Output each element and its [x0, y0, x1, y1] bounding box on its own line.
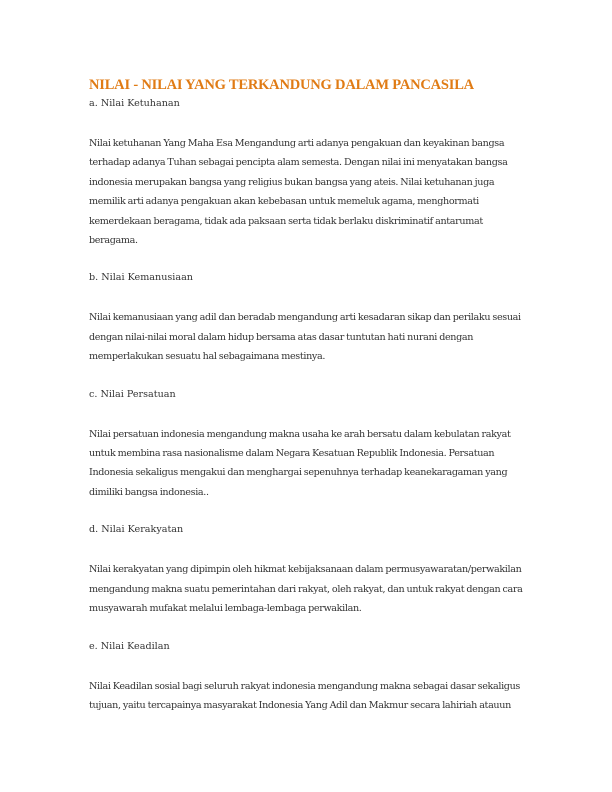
paragraph-keadilan: [89, 677, 529, 716]
paragraph-kemanusiaan: [89, 308, 529, 366]
paragraph-line: musyawarah mufakat melalui lembaga-lembaga perwakilan.: [89, 603, 362, 615]
spacer: [89, 405, 529, 425]
spacer: [89, 367, 529, 385]
paragraph-line: memilik arti adanya pengakuan akan kebebasan untuk memeluk agama, menghormati: [89, 196, 479, 208]
section-heading-kemanusiaan: b. Nilai Kemanusiaan: [89, 272, 193, 284]
paragraph-persatuan: [89, 425, 529, 503]
section-heading-kerakyatan: d. Nilai Kerakyatan: [89, 524, 184, 536]
paragraph-line: Nilai kemanusiaan yang adil dan beradab mengandung arti kesadaran sikap dan perilaku sesuai: [89, 312, 521, 324]
spacer: [89, 250, 529, 268]
paragraph-line: beragama.: [89, 235, 138, 247]
paragraph-kerakyatan: [89, 560, 529, 618]
paragraph-line: Nilai Keadilan sosial bagi seluruh rakyat indonesia mengandung makna sebagai dasar sekaligus: [89, 680, 520, 692]
spacer: [89, 288, 529, 308]
spacer: [89, 114, 529, 134]
paragraph-line: kemerdekaan beragama, tidak ada paksaan serta tidak berlaku diskriminatif antarumat: [89, 215, 483, 227]
paragraph-line: untuk membina rasa nasionalisme dalam Negara Kesatuan Republik Indonesia. Persatuan: [89, 448, 495, 460]
section-heading-ketuhanan: a. Nilai Ketuhanan: [89, 98, 180, 109]
paragraph-line: dengan nilai-nilai moral dalam hidup bersama atas dasar tuntutan hati nurani dengan: [89, 331, 474, 343]
paragraph-line: terhadap adanya Tuhan sebagai pencipta alam semesta. Dengan nilai ini menyatakan bangsa: [89, 157, 508, 169]
section-heading-persatuan: c. Nilai Persatuan: [89, 388, 176, 400]
paragraph-line: Nilai persatuan indonesia mengandung makna usaha ke arah bersatu dalam kebulatan rakyat: [89, 428, 511, 440]
spacer: [89, 657, 529, 677]
paragraph-line: dimiliki bangsa indonesia..: [89, 486, 209, 498]
document-title: NILAI - NILAI YANG TERKANDUNG DALAM PANCASILA: [89, 77, 474, 93]
spacer: [89, 540, 529, 560]
spacer: [89, 619, 529, 637]
paragraph-line: tujuan, yaitu tercapainya masyarakat Indonesia Yang Adil dan Makmur secara lahiriah atauun: [89, 699, 511, 711]
spacer: [89, 502, 529, 520]
paragraph-line: memperlakukan sesuatu hal sebagaimana mestinya.: [89, 351, 326, 363]
paragraph-line: Nilai ketuhanan Yang Maha Esa Mengandung arti adanya pengakuan dan keyakinan bangsa: [89, 138, 505, 149]
paragraph-ketuhanan: [89, 134, 529, 250]
paragraph-line: indonesia merupakan bangsa yang religius bukan bangsa yang ateis. Nilai ketuhanan juga: [89, 176, 495, 188]
paragraph-line: Nilai kerakyatan yang dipimpin oleh hikmat kebijaksanaan dalam permusyawaratan/perwakilan: [89, 564, 522, 576]
paragraph-line: Indonesia sekaligus mengakui dan menghargai sepenuhnya terhadap keanekaragaman yang: [89, 467, 508, 479]
section-heading-keadilan: e. Nilai Keadilan: [89, 640, 170, 652]
paragraph-line: mengandung makna suatu pemerintahan dari rakyat, oleh rakyat, dan untuk rakyat dengan cara: [89, 583, 523, 595]
document-page: [89, 76, 529, 715]
